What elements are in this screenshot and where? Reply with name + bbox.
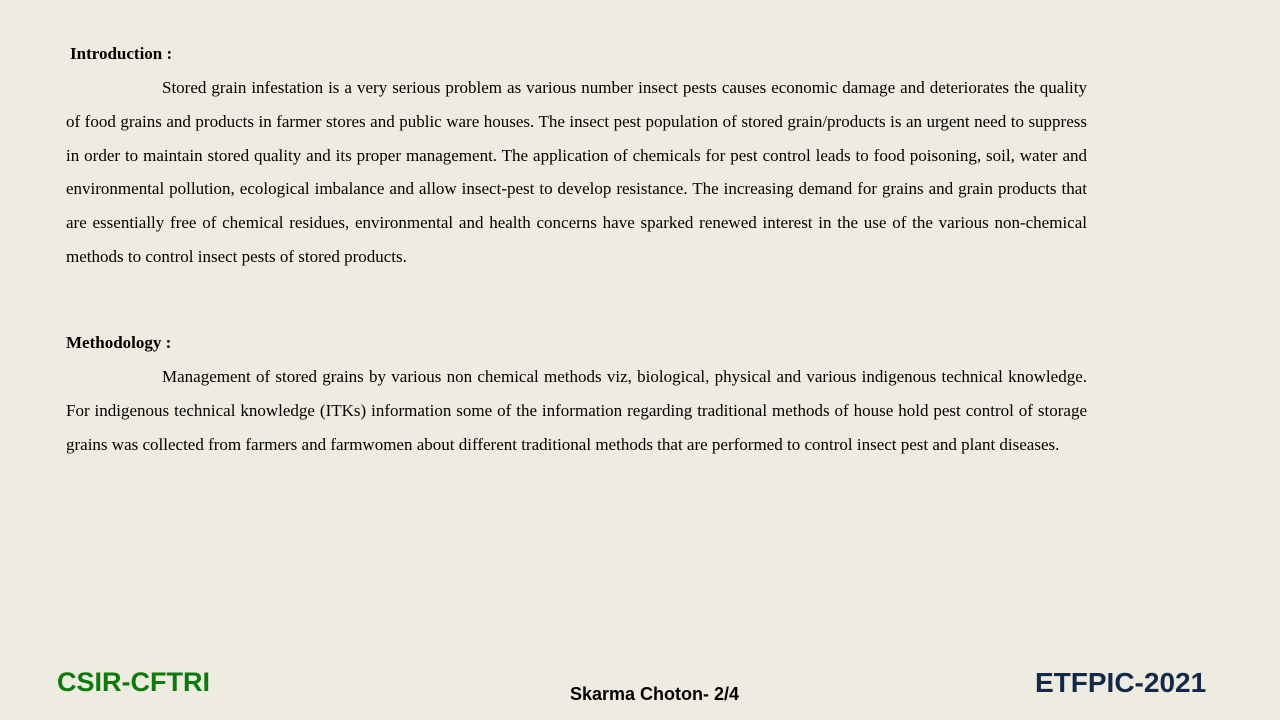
introduction-heading: Introduction : <box>70 44 173 63</box>
event-label: ETFPIC-2021 <box>1035 667 1207 698</box>
introduction-paragraph: Stored grain infestation is a very serious problem as various number insect pests causes economic damage and deteriorates the quality of food grains and products in farmer stores and public ware houses. The insect pest population of stored grain/products is an urgent need to suppress in order to maintain stored quality and its proper management. The application of chemicals for pest control leads to food poisoning, soil, water and environmental pollution, ecological imbalance and allow insect-pest to develop resistance. The increasing demand for grains and grain products that are essentially free of chemical residues, environmental and health concerns have sparked renewed interest in the use of the various non-chemical methods to control insect pests of stored products. <box>66 78 1087 266</box>
organization-label: CSIR-CFTRI <box>57 667 210 697</box>
author-page-label: Skarma Choton- 2/4 <box>570 684 740 704</box>
methodology-paragraph: Management of stored grains by various non chemical methods viz, biological, physical and various indigenous technical knowledge. For indigenous technical knowledge (ITKs) information some of the information regarding traditional methods of house hold pest control of storage grains was collected from farmers and farmwomen about different traditional methods that are performed to control insect pest and plant diseases. <box>66 367 1087 454</box>
methodology-heading: Methodology : <box>66 333 172 352</box>
